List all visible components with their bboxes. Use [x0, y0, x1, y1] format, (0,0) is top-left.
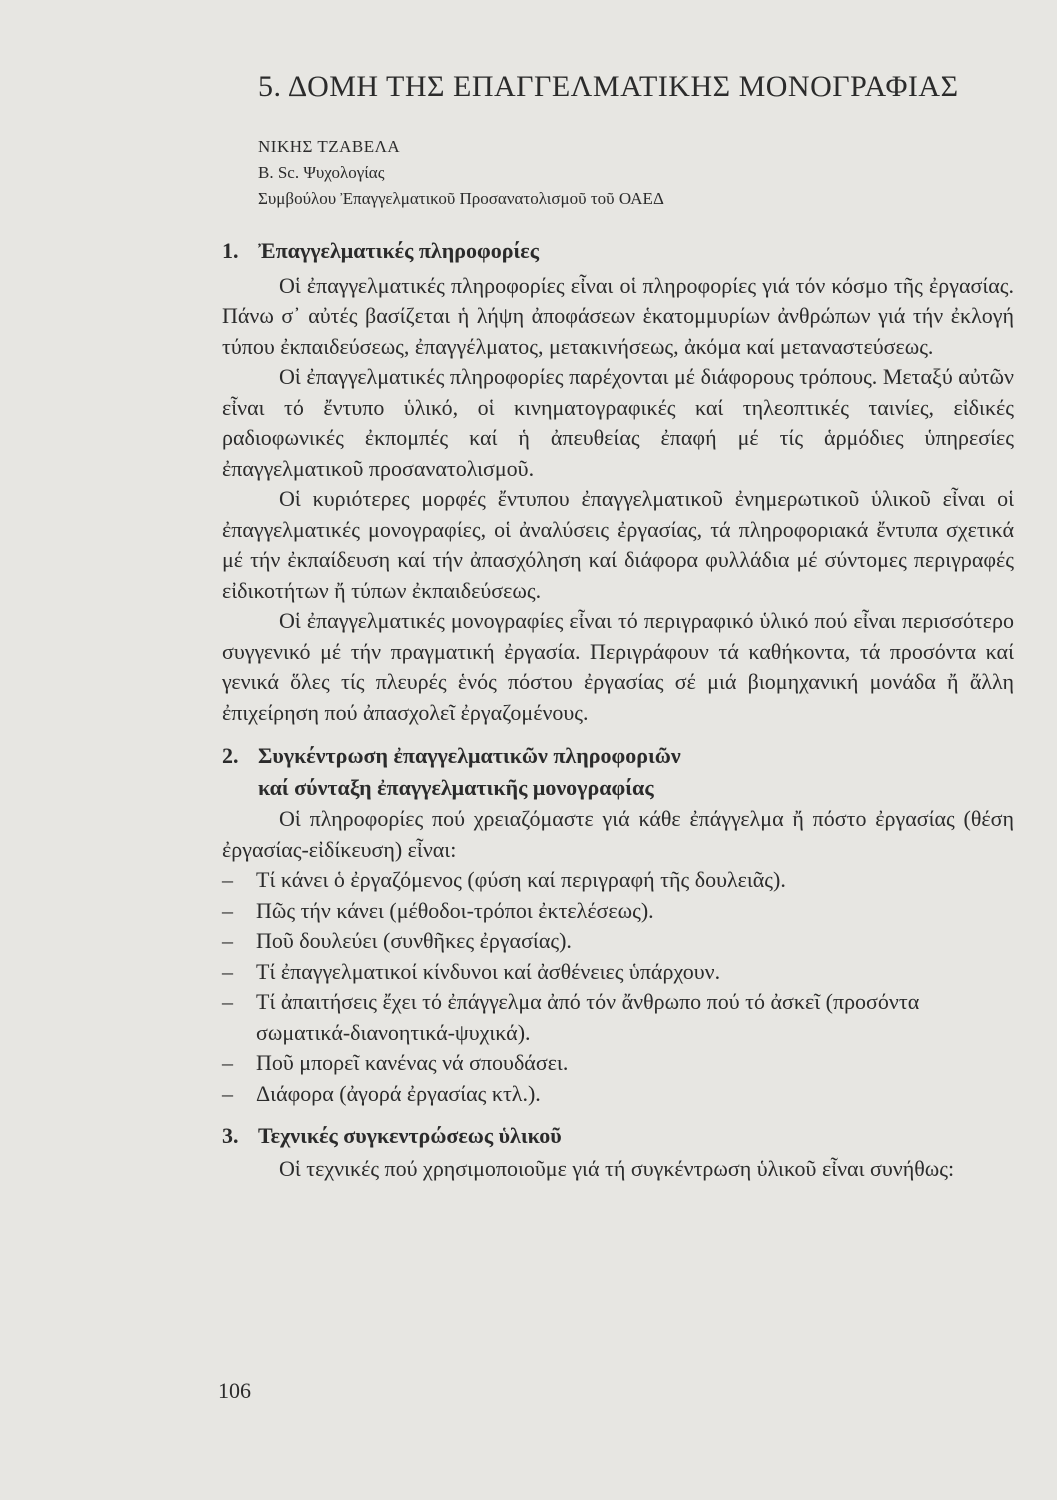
section-1-title: Ἐπαγγελματικές πληροφορίες	[258, 238, 539, 263]
section-1-paragraph: Οἱ ἐπαγγελματικές μονογραφίες εἶναι τό περιγραφικό ὑλικό πού εἶναι περισσότερο συγγενικό μέ τήν πραγματική ἐργασία. Περιγράφουν τά καθήκοντα, τά προσόντα καί γενικά ὅλες τίς πλευρές ἑνός πόστου ἐργασίας σέ μιά βιομηχανική μονάδα ἤ ἄλλη ἐπιχείρηση πού ἀπασχολεῖ ἐργαζομένους.	[222, 608, 1014, 725]
author-block	[258, 134, 664, 212]
section-1-paragraph: Οἱ ἐπαγγελματικές πληροφορίες εἶναι οἱ πληροφορίες γιά τόν κόσμο τῆς ἐργασίας. Πάνω σ᾽ αὐτές βασίζεται ἡ λήψη ἀποφάσεων ἑκατομμυρίων ἀνθρώπων γιά τήν ἐκλογή τύπου ἐκπαιδεύσεως, ἐπαγγέλματος, μετακινήσεως, ἀκόμα καί μεταναστεύσεως.	[222, 272, 1014, 359]
section-2-title-line1: Συγκέντρωση ἐπαγγελματικῶν πληροφοριῶν	[258, 743, 681, 768]
dash-mark: –	[222, 867, 233, 892]
list-item: – Τί κάνει ὁ ἐργαζόμενος (φύση καί περιγραφή τῆς δουλειᾶς).	[222, 865, 1014, 896]
section-1-paragraph: Οἱ κυριότερες μορφές ἔντυπου ἐπαγγελματικοῦ ἐνημερωτικοῦ ὑλικοῦ εἶναι οἱ ἐπαγγελματικές μονογραφίες, οἱ ἀναλύσεις ἐργασίας, τά πληροφοριακά ἔντυπα σχετικά μέ τήν ἐκπαίδευση καί τήν ἀπασχόληση καί διάφορα φυλλάδια μέ σύντομες περιγραφές εἰδικοτήτων ἤ τύπων ἐκπαιδεύσεως.	[222, 486, 1014, 603]
list-item: – Πῶς τήν κάνει (μέθοδοι-τρόποι ἐκτελέσεως).	[222, 896, 1014, 927]
section-3-paragraph: Οἱ τεχνικές πού χρησιμοποιοῦμε γιά τή συγκέντρωση ὑλικοῦ εἶναι συνήθως:	[279, 1155, 955, 1181]
section-2-heading	[222, 740, 1014, 804]
list-item: – Ποῦ μπορεῖ κανένας νά σπουδάσει.	[222, 1048, 1014, 1079]
section-1-paragraph: Οἱ ἐπαγγελματικές πληροφορίες παρέχονται μέ διάφορους τρόπους. Μεταξύ αὐτῶν εἶναι τό ἔντυπο ὑλικό, οἱ κινηματογραφικές καί τηλεοπτικές ταινίες, εἰδικές ραδιοφωνικές ἐκπομπές καί ἡ ἀπευθείας ἐπαφή μέ τίς ἁρμόδιες ὑπηρεσίες ἐπαγγελματικοῦ προσανατολισμοῦ.	[222, 364, 1014, 481]
list-item: – Διάφορα (ἀγορά ἐργασίας κτλ.).	[222, 1079, 1014, 1110]
section-3-title: Τεχνικές συγκεντρώσεως ὑλικοῦ	[258, 1123, 562, 1148]
dash-mark: –	[222, 897, 233, 923]
section-2-title-line2: καί σύνταξη ἐπαγγελματικῆς μονογραφίας	[258, 775, 654, 800]
main-text	[222, 236, 1014, 1184]
list-item: – Τί ἐπαγγελματικοί κίνδυνοι καί ἀσθένειες ὑπάρχουν.	[222, 957, 1014, 988]
chapter-title: 5. ΔΟΜΗ ΤΗΣ ΕΠΑΓΓΕΛΜΑΤΙΚΗΣ ΜΟΝΟΓΡΑΦΙΑΣ	[258, 70, 959, 103]
author-name: ΝΙΚΗΣ ΤΖΑΒΕΛΑ	[258, 137, 401, 156]
section-2-intro: Οἱ πληροφορίες πού χρειαζόμαστε γιά κάθε ἐπάγγελμα ἤ πόστο ἐργασίας (θέση ἐργασίας-εἰδίκευση) εἶναι:	[222, 806, 1014, 862]
dash-mark: –	[222, 1050, 233, 1075]
dash-mark: –	[222, 928, 233, 953]
dash-mark: –	[222, 958, 233, 984]
author-degree: B. Sc. Ψυχολογίας	[258, 163, 385, 182]
list-item: – Τί ἀπαιτήσεις ἔχει τό ἐπάγγελμα ἀπό τόν ἄνθρωπο πού τό ἀσκεῖ (προσόντα σωματικά-διανοητικά-ψυχικά).	[222, 989, 920, 1045]
author-position: Συμβούλου Ἐπαγγελματικοῦ Προσανατολισμοῦ τοῦ ΟΑΕΔ	[258, 189, 664, 208]
section-3-heading	[222, 1121, 1014, 1152]
section-3-number: 3.	[222, 1123, 239, 1148]
section-2-number: 2.	[222, 743, 239, 768]
info-list	[222, 865, 1014, 1109]
page-number: 106	[218, 1378, 251, 1403]
section-1-number: 1.	[222, 238, 239, 263]
list-item: – Ποῦ δουλεύει (συνθῆκες ἐργασίας).	[222, 926, 1014, 957]
section-1-heading	[222, 236, 1014, 267]
dash-mark: –	[222, 989, 233, 1014]
dash-mark: –	[222, 1080, 233, 1106]
